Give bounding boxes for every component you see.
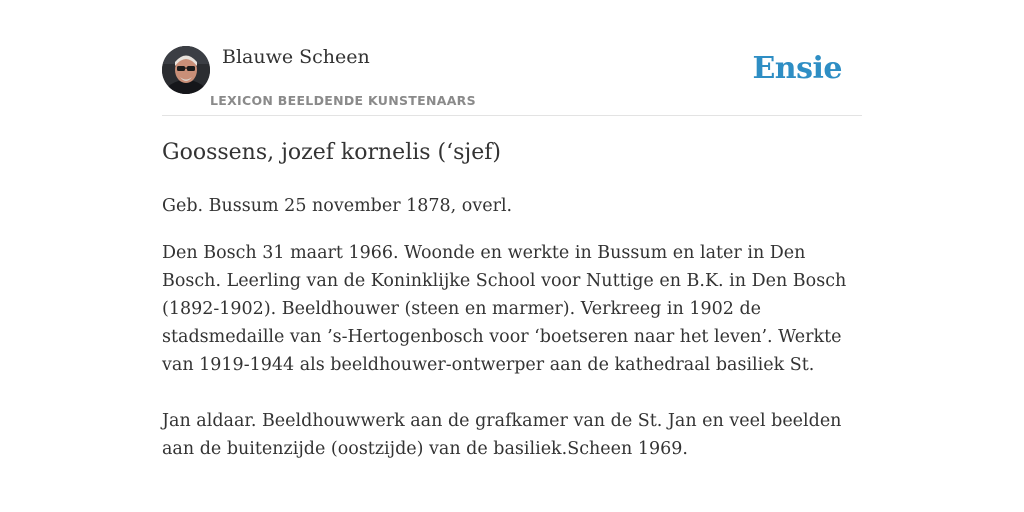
avatar[interactable] <box>162 46 210 94</box>
page-title: Goossens, jozef kornelis (‘sjef) <box>162 140 501 165</box>
paragraph-1: Geb. Bussum 25 november 1878, overl. <box>162 196 513 216</box>
section-label[interactable]: LEXICON BEELDENDE KUNSTENAARS <box>210 93 476 108</box>
author-name[interactable]: Blauwe Scheen <box>222 46 370 68</box>
paragraph-3: Jan aldaar. Beeldhouwwerk aan de grafkamer van de St. Jan en veel beelden aan de buitenzijde (oostzijde) van de basiliek.Scheen 1969. <box>162 411 842 459</box>
article-body <box>162 192 862 463</box>
avatar-photo <box>162 46 210 94</box>
paragraph-2: Den Bosch 31 maart 1966. Woonde en werkte in Bussum en later in Den Bosch. Leerling van de Koninklijke School voor Nuttige en B.K. in Den Bosch (1892-1902). Beeldhouwer (steen en marmer). Verkreeg in 1902 de stadsmedaille van ’s-Hertogenbosch voor ‘boetseren naar het leven’. Werkte van 1919-1944 als beeldhouwer-ontwerper aan de kathedraal basiliek St. <box>162 243 847 375</box>
brand-logo[interactable]: Ensie <box>752 51 842 86</box>
article-header <box>162 46 862 116</box>
